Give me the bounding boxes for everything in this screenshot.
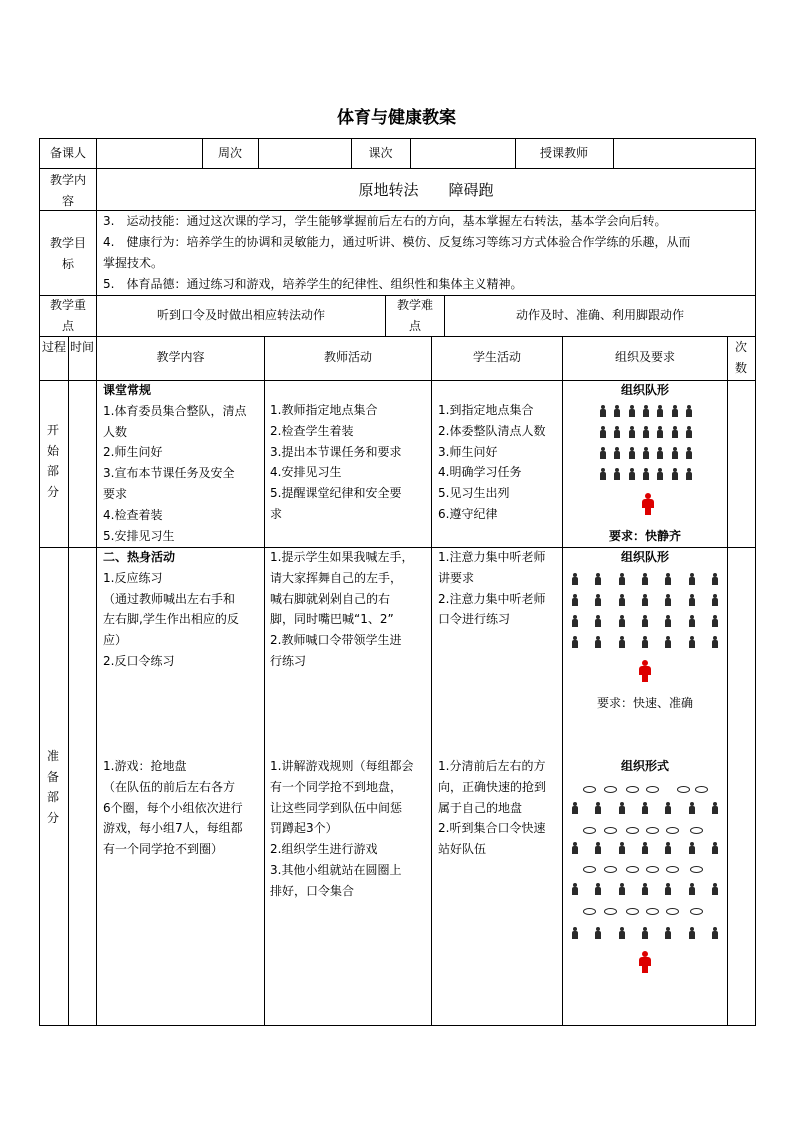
start-teacher-line: 求 [270,507,283,521]
hoop-icon [626,786,639,793]
goal-line-4: 5. 体育品德：通过练习和游戏，培养学生的纪律性、组织性和集体主义精神。 [103,277,523,291]
student-icon [628,426,636,438]
hoop-icon [626,827,639,834]
prep-teacher-a-line: 行练习 [270,654,307,668]
student-icon [618,802,626,814]
col-count: 次数 [734,340,747,375]
student-icon [618,573,626,585]
student-icon [599,447,607,459]
student-icon [613,405,621,417]
col-time: 时间 [70,340,95,354]
prep-teacher-a-line: 1.提示学生如果我喊左手， [270,550,414,564]
prep-content-b-line: 6个圈，每个小组依次进行 [103,800,243,815]
student-icon [594,636,602,648]
prep-teacher-b-line: 3.其他小组就站在圆圈上 [270,863,402,877]
prep-org-title-a: 组织队形 [620,550,669,564]
goal-line-1: 3. 运动技能：通过这次课的学习，学生能够掌握前后左右的方向，基本掌握左右转法，基本学会向后转。 [103,214,667,228]
start-teacher-line: 3.提出本节课任务和要求 [270,444,402,459]
hard-value: 动作及时、准确、利用脚跟动作 [515,308,684,322]
week-label: 周次 [217,146,242,160]
student-icon [685,426,693,438]
prep-teacher-b-line: 2.组织学生进行游戏 [270,842,378,857]
student-icon [656,405,664,417]
student-icon [664,883,672,895]
student-icon [711,802,719,814]
student-icon [618,927,626,939]
start-content-line: 5.安排见习生 [103,528,175,543]
prep-org-title-b: 组织形式 [620,759,669,773]
start-content-line: 课堂常规 [103,383,152,397]
hoop-icon [695,786,708,793]
grid-line [68,336,69,1026]
student-icon [685,405,693,417]
hoop-icon [690,827,703,834]
student-icon [671,405,679,417]
start-student-line: 4.明确学习任务 [438,465,522,480]
hoop-icon [583,827,596,834]
student-icon [641,842,649,854]
start-org-requirement: 要求：快静齐 [608,529,681,543]
start-teacher-line: 5.提醒课堂纪律和安全要 [270,486,402,501]
student-icon [641,802,649,814]
student-icon [628,447,636,459]
start-student-line: 2.体委整队清点人数 [438,423,546,438]
start-content-line: 4.检查着装 [103,507,163,522]
student-icon [618,594,626,606]
student-icon [594,594,602,606]
prep-teacher-a-line: 2.教师喊口令带领学生进 [270,633,402,648]
grid-line [39,138,756,139]
hard-label: 教学难点 [397,298,434,333]
prep-student-b-line: 2.听到集合口令快速 [438,821,546,836]
grid-line [727,336,728,1026]
goal-line-3: 掌握技术。 [103,256,164,270]
student-icon [711,927,719,939]
start-student-line: 3.师生问好 [438,444,498,459]
student-icon [628,405,636,417]
student-icon [711,573,719,585]
hoop-icon [690,866,703,873]
prep-content-b-line: 有一个同学抢不到圈） [103,842,224,857]
col-teacher: 教师活动 [323,350,372,364]
grid-line [39,1025,756,1026]
prep-teacher-a-line: 喊右脚就剁剁自己的右 [270,591,391,606]
hoop-icon [666,908,679,915]
start-student-line: 6.遵守纪律 [438,507,498,521]
student-icon [571,802,579,814]
student-icon [671,447,679,459]
student-icon [571,636,579,648]
student-icon [685,447,693,459]
teacher-icon [639,660,651,682]
student-icon [685,468,693,480]
hoop-icon [583,908,596,915]
key-value: 听到口令及时做出相应转法动作 [156,308,325,322]
grid-line [39,168,756,169]
start-content-line: 1.体育委员集合整队，清点 [103,403,247,418]
student-icon [571,573,579,585]
hoop-icon [626,866,639,873]
col-student: 学生活动 [472,350,521,364]
student-icon [613,426,621,438]
preparer-label: 备课人 [49,146,86,160]
prep-teacher-b-line: 1.讲解游戏规则（每组都会 [270,759,414,773]
start-teacher-line: 1.教师指定地点集合 [270,403,378,417]
grid-line [96,336,97,1026]
student-icon [664,802,672,814]
student-icon [571,883,579,895]
hoop-icon [604,908,617,915]
student-icon [642,447,650,459]
hoop-icon [677,786,690,793]
student-icon [688,842,696,854]
start-content-line: 人数 [103,424,128,439]
col-process: 过程 [42,340,67,354]
hoop-icon [646,908,659,915]
prep-content-a-line: 2.反口令练习 [103,654,175,668]
student-icon [594,927,602,939]
prep-student-a-line: 口令进行练习 [438,612,511,627]
student-icon [656,447,664,459]
start-student-line: 1.到指定地点集合 [438,403,534,417]
student-icon [688,802,696,814]
start-teacher-line: 4.安排见习生 [270,465,342,480]
student-icon [664,842,672,854]
prep-student-b-line: 1.分清前后左右的方 [438,759,546,773]
student-icon [656,468,664,480]
grid-line [431,336,432,1026]
prep-teacher-b-line: 让这些同学到队伍中间惩 [270,800,403,815]
student-icon [571,842,579,854]
hoop-icon [626,908,639,915]
start-content-line: 要求 [103,487,128,501]
prep-teacher-a-line: 脚，同时嘴巴喊“1、2” [270,612,394,627]
prep-content-a-line: 二、热身活动 [103,550,176,564]
grid-line [39,138,40,1026]
hoop-icon [646,827,659,834]
col-org: 组织及要求 [614,350,675,364]
hoop-icon [604,866,617,873]
student-icon [642,468,650,480]
prep-teacher-b-line: 有一个同学抢不到地盘， [270,779,403,794]
prep-teacher-b-line: 排好，口令集合 [270,883,355,898]
grid-line [755,138,756,1026]
student-icon [641,883,649,895]
content-value: 原地转法 障碍跑 [358,181,494,199]
hoop-icon [690,908,703,915]
student-icon [571,594,579,606]
student-icon [641,573,649,585]
prep-content-b-line: （在队伍的前后左右各方 [103,779,236,794]
prep-student-b-line: 站好队伍 [438,842,487,857]
student-icon [618,636,626,648]
hoop-icon [646,866,659,873]
goals-label: 教学目标 [50,236,87,271]
student-icon [571,615,579,627]
student-icon [671,468,679,480]
start-student-line: 5.见习生出列 [438,486,510,501]
student-icon [688,573,696,585]
prep-student-a-line: 2.注意力集中听老师 [438,591,546,606]
content-label: 教学内容 [50,173,87,208]
student-icon [628,468,636,480]
hoop-icon [583,866,596,873]
student-icon [656,426,664,438]
student-icon [594,842,602,854]
prep-content-a-line: 应） [103,633,128,648]
grid-line [410,138,411,169]
student-icon [641,927,649,939]
student-icon [571,927,579,939]
student-icon [613,468,621,480]
prep-content-b-line: 1.游戏：抢地盘 [103,759,187,773]
key-label: 教学重点 [50,298,87,333]
grid-line [258,138,259,169]
student-icon [599,468,607,480]
student-icon [599,426,607,438]
student-icon [642,405,650,417]
teacher-icon [639,951,651,973]
student-icon [613,447,621,459]
prep-org-requirement-a: 要求：快速、准确 [596,696,693,710]
prep-student-a-line: 讲要求 [438,570,475,585]
student-icon [688,615,696,627]
student-icon [618,615,626,627]
student-icon [641,636,649,648]
goal-line-2: 4. 健康行为：培养学生的协调和灵敏能力，通过听讲、模仿、反复练习等练习方式体验合作学练的乐趣，从而 [103,235,691,249]
student-icon [599,405,607,417]
teacher-icon [642,493,654,515]
student-icon [688,636,696,648]
student-icon [642,426,650,438]
grid-line [39,336,756,337]
prep-student-b-line: 属于自己的地盘 [438,800,523,815]
student-icon [664,615,672,627]
stage-start: 开始部分 [46,423,59,499]
grid-line [264,336,265,1026]
student-icon [594,802,602,814]
hoop-icon [604,786,617,793]
student-icon [711,636,719,648]
grid-line [613,138,614,169]
prep-teacher-b-line: 罚蹲起3个） [270,821,338,836]
student-icon [594,573,602,585]
student-icon [711,842,719,854]
prep-content-a-line: 1.反应练习 [103,570,163,585]
student-icon [641,594,649,606]
student-icon [618,842,626,854]
student-icon [688,883,696,895]
student-icon [664,636,672,648]
grid-line [96,138,97,169]
student-icon [688,927,696,939]
prep-student-a-line: 1.注意力集中听老师 [438,550,546,564]
grid-line [562,336,563,1026]
start-content-line: 3.宣布本节课任务及安全 [103,466,235,481]
prep-content-a-line: （通过教师喊出左右手和 [103,591,236,606]
student-icon [664,594,672,606]
page-title: 体育与健康教案 [337,108,456,128]
hoop-icon [583,786,596,793]
student-icon [594,883,602,895]
prep-teacher-a-line: 请大家挥舞自己的左手， [270,570,403,585]
prep-content-b-line: 游戏，每小组7人，每组都 [103,821,243,836]
student-icon [618,883,626,895]
hoop-icon [604,827,617,834]
start-content-line: 2.师生问好 [103,445,163,460]
col-content: 教学内容 [156,350,205,364]
stage-prep: 准备部分 [46,749,59,825]
hoop-icon [646,786,659,793]
lesson-label: 课次 [368,146,393,160]
start-org-title: 组织队形 [620,383,669,397]
student-icon [664,573,672,585]
prep-student-b-line: 向，正确快速的抢到 [438,779,547,794]
student-icon [711,594,719,606]
student-icon [711,883,719,895]
student-icon [664,927,672,939]
student-icon [688,594,696,606]
grid-line [385,295,386,337]
student-icon [641,615,649,627]
start-teacher-line: 2.检查学生着装 [270,423,354,438]
hoop-icon [666,827,679,834]
student-icon [711,615,719,627]
teacher-label: 授课教师 [539,146,588,160]
prep-content-a-line: 左右脚,学生作出相应的反 [103,612,239,627]
student-icon [671,426,679,438]
hoop-icon [666,866,679,873]
student-icon [594,615,602,627]
